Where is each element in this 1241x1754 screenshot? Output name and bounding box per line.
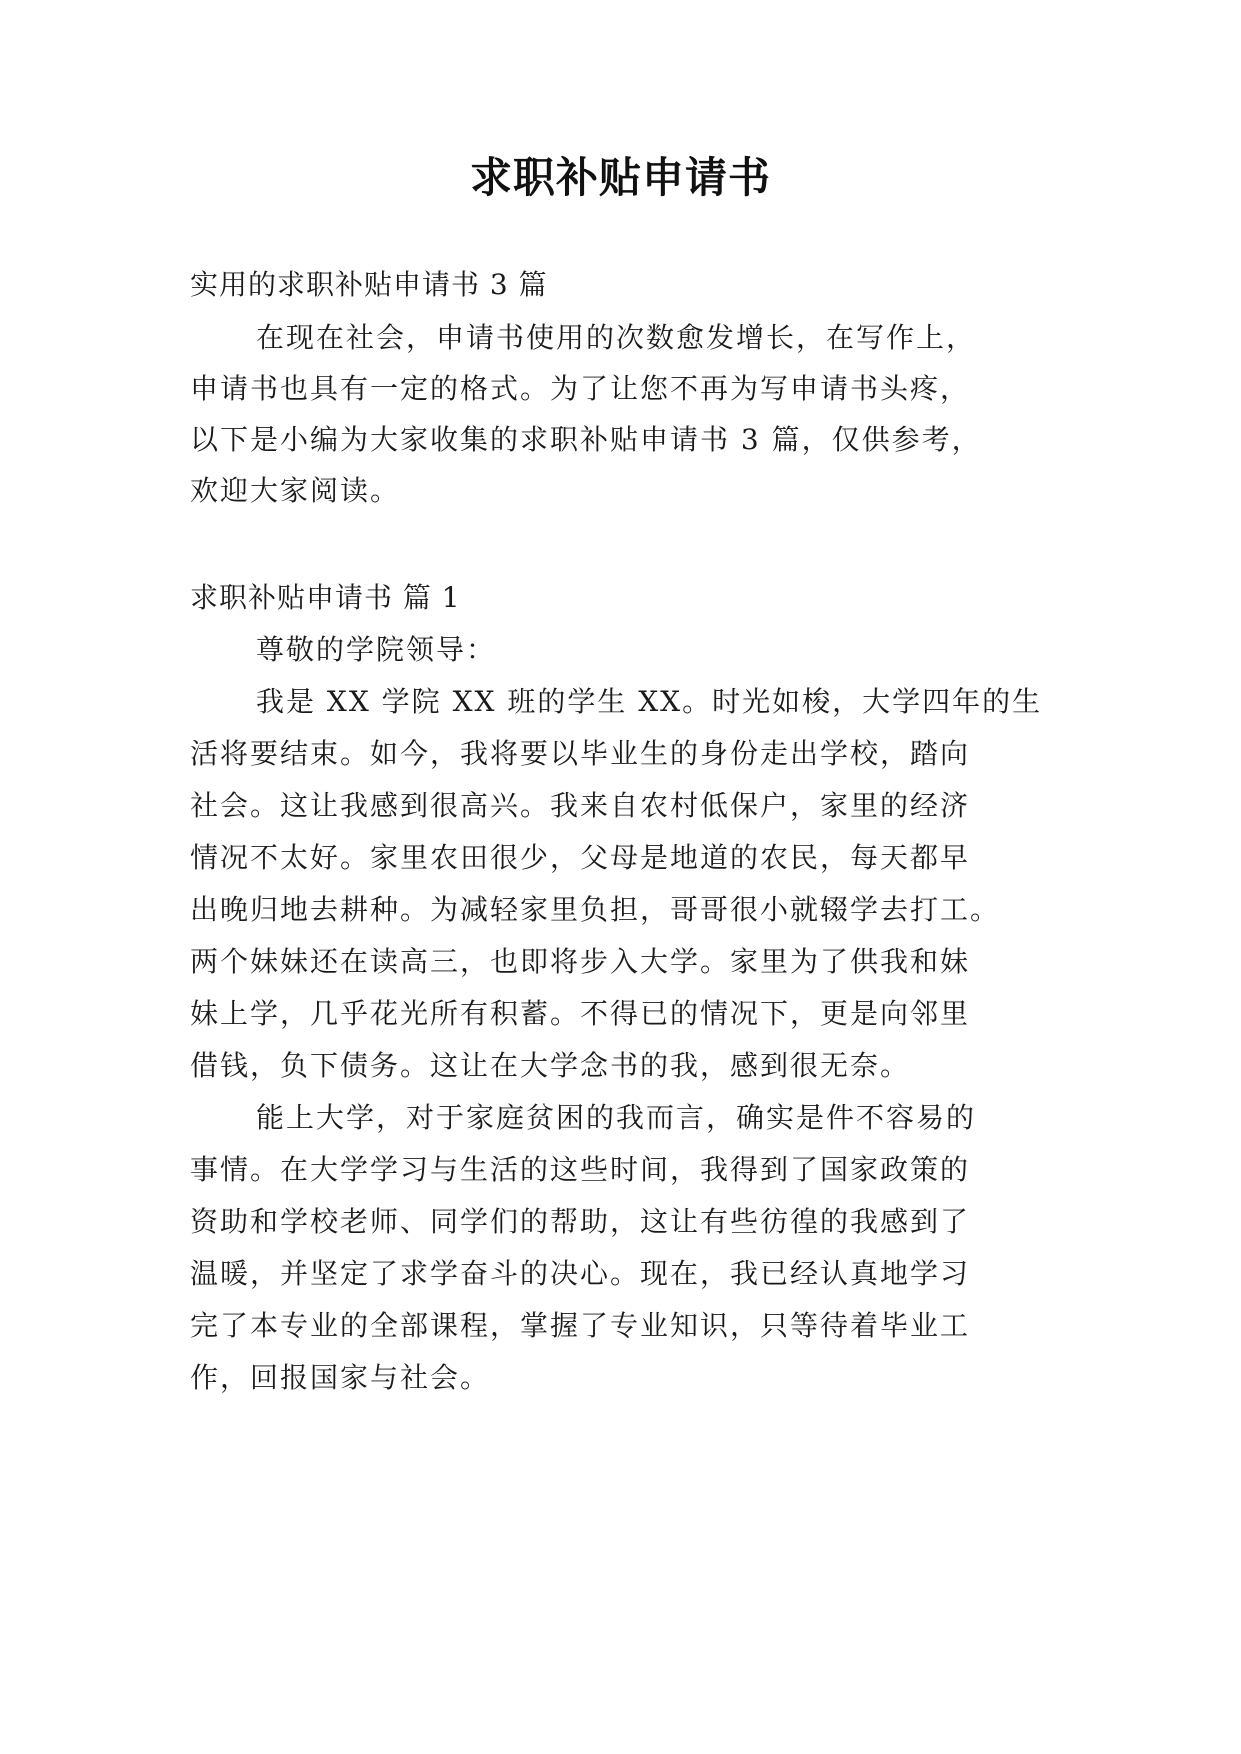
body-line: 我是 XX 学院 XX 班的学生 XX。时光如梭，大学四年的生 (256, 685, 1043, 718)
section-heading: 求职补贴申请书 篇 1 (190, 581, 461, 614)
body-line: 情况不太好。家里农田很少，父母是地道的农民，每天都早 (190, 841, 971, 874)
intro-line: 欢迎大家阅读。 (190, 474, 401, 507)
salutation: 尊敬的学院领导： (256, 633, 497, 666)
intro-line: 申请书也具有一定的格式。为了让您不再为写申请书头疼， (190, 372, 971, 405)
body-line: 资助和学校老师、同学们的帮助，这让有些彷徨的我感到了 (190, 1205, 971, 1238)
body-line: 社会。这让我感到很高兴。我来自农村低保户，家里的经济 (190, 789, 971, 822)
body-line: 事情。在大学学习与生活的这些时间，我得到了国家政策的 (190, 1153, 971, 1186)
body-line: 作，回报国家与社会。 (190, 1361, 491, 1394)
body-line: 出晚归地去耕种。为减轻家里负担，哥哥很小就辍学去打工。 (190, 893, 1001, 926)
body-line: 两个妹妹还在读高三，也即将步入大学。家里为了供我和妹 (190, 945, 971, 978)
document-subtitle: 实用的求职补贴申请书 3 篇 (190, 268, 548, 301)
body-line: 温暖，并坚定了求学奋斗的决心。现在，我已经认真地学习 (190, 1257, 971, 1290)
body-line: 完了本专业的全部课程，掌握了专业知识，只等待着毕业工 (190, 1309, 971, 1342)
intro-line: 以下是小编为大家收集的求职补贴申请书 3 篇，仅供参考， (190, 423, 982, 456)
body-line: 借钱，负下债务。这让在大学念书的我，感到很无奈。 (190, 1049, 911, 1082)
body-line: 能上大学，对于家庭贫困的我而言，确实是件不容易的 (256, 1101, 977, 1134)
body-line: 妹上学，几乎花光所有积蓄。不得已的情况下，更是向邻里 (190, 997, 971, 1030)
intro-line: 在现在社会，申请书使用的次数愈发增长，在写作上， (256, 321, 977, 354)
body-line: 活将要结束。如今，我将要以毕业生的身份走出学校，踏向 (190, 737, 971, 770)
document-title: 求职补贴申请书 (469, 153, 771, 202)
